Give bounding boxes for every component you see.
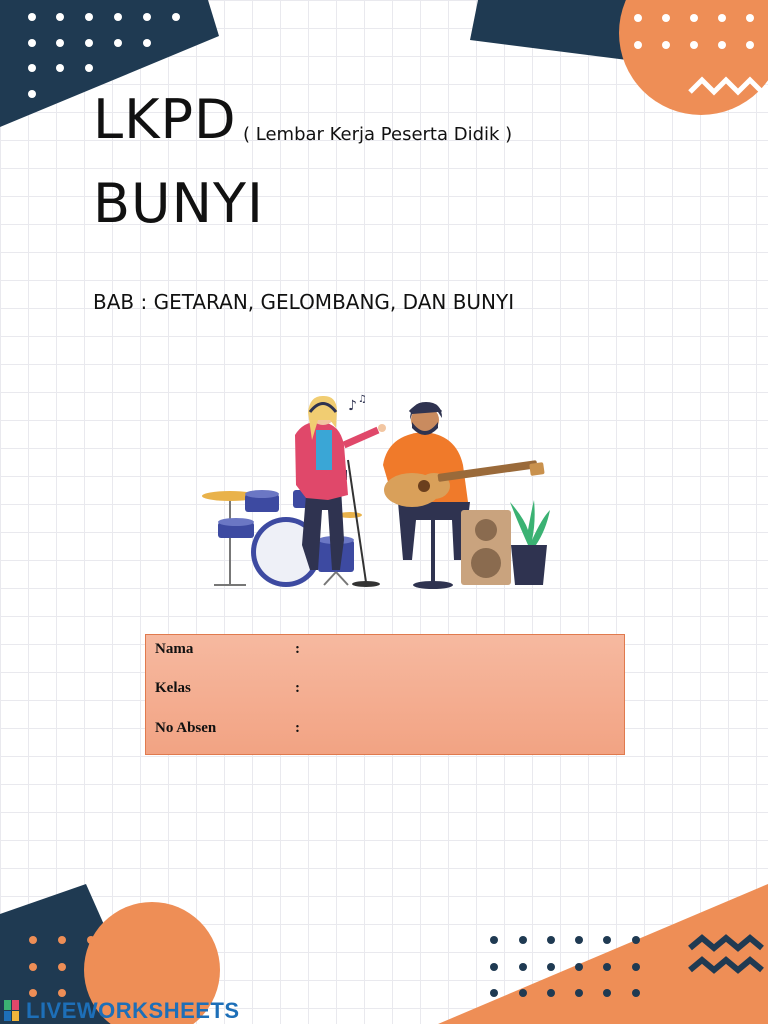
liveworksheets-brand[interactable] (4, 998, 240, 1024)
svg-text:♪: ♪ (348, 398, 357, 414)
speaker-icon (461, 510, 511, 585)
svg-text:♫: ♫ (358, 394, 367, 405)
musicians-icon (198, 390, 558, 595)
name-separator: : (295, 641, 300, 657)
brand-label: LIVEWORKSHEETS (26, 998, 240, 1023)
absence-number-label: No Absen (155, 720, 217, 736)
topic-title: BUNYI (93, 172, 264, 235)
class-row[interactable] (155, 680, 300, 702)
chapter-heading: BAB : GETARAN, GELOMBANG, DAN BUNYI (93, 290, 515, 314)
class-separator: : (295, 680, 300, 696)
plant-icon (510, 500, 550, 585)
worksheet-title: LKPD (93, 88, 237, 151)
absence-number-row[interactable] (155, 720, 300, 742)
liveworksheets-logo-icon (4, 1000, 20, 1022)
name-row[interactable] (155, 641, 300, 663)
corner-decoration-top-right (468, 0, 768, 120)
class-label: Kelas (155, 680, 191, 696)
worksheet-subtitle: ( Lembar Kerja Peserta Didik ) (243, 124, 513, 145)
name-label: Nama (155, 641, 194, 657)
student-info-box (145, 634, 625, 755)
absence-number-separator: : (295, 720, 300, 736)
singer-figure-icon (295, 394, 386, 587)
corner-decoration-bottom-right (438, 884, 768, 1024)
